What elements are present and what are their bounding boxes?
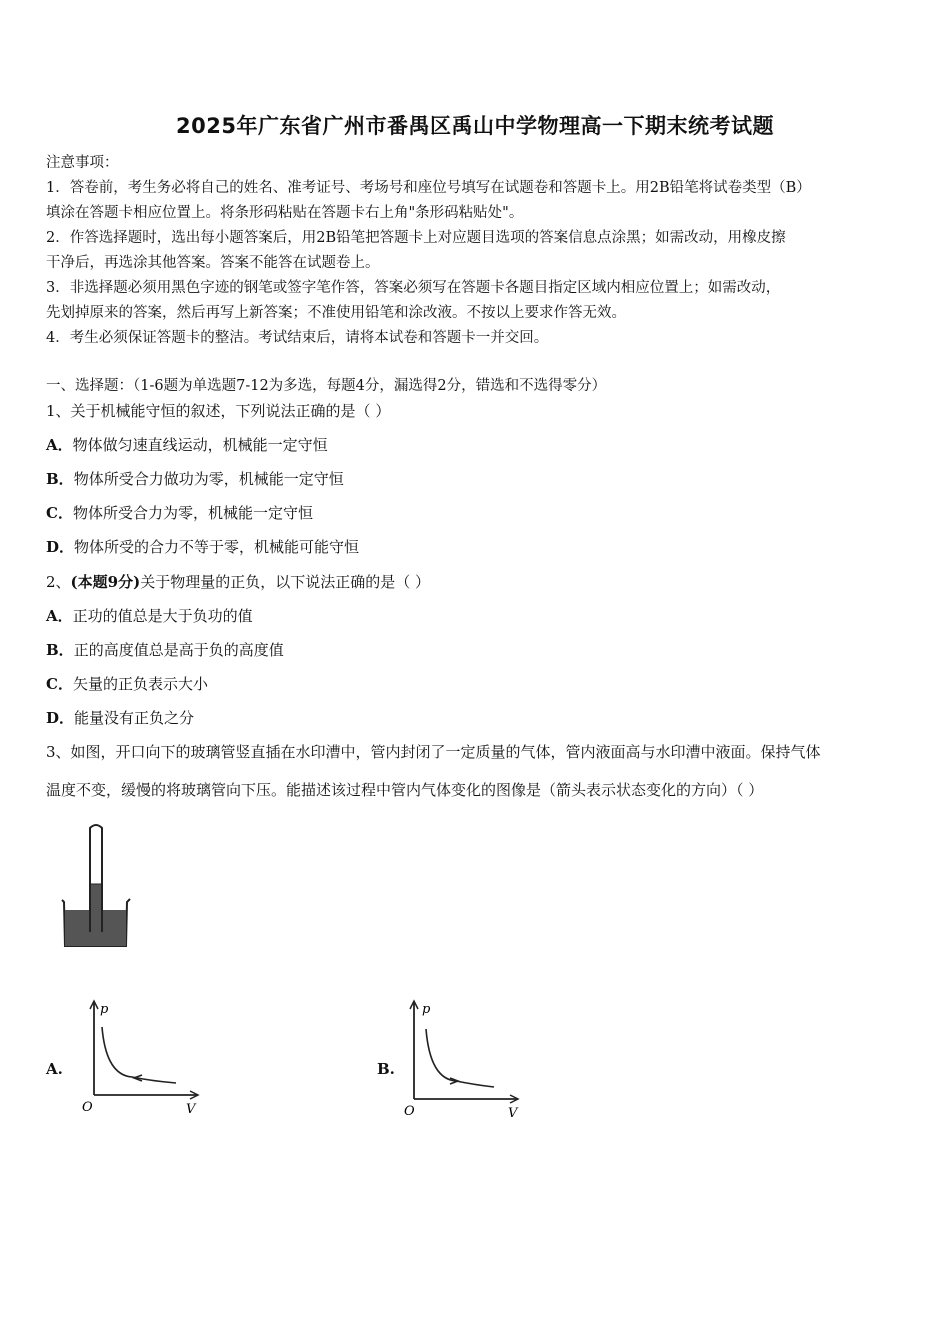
notice-heading: 注意事项： [46, 155, 119, 171]
notice-line: 先划掉原来的答案，然后再写上新答案；不准使用铅笔和涂改液。不按以上要求作答无效。 [46, 305, 626, 321]
y-axis-label: p [422, 1002, 431, 1017]
option-text: 物体做匀速直线运动，机械能一定守恒 [72, 436, 328, 454]
graph-b [400, 995, 525, 1125]
notice-line: 4．考生必须保证答题卡的整洁。考试结束后，请将本试卷和答题卡一并交回。 [46, 330, 549, 346]
q1-option-c [46, 503, 313, 523]
q3-stem-line2: 温度不变，缓慢的将玻璃管向下压。能描述该过程中管内气体变化的图像是（箭头表示状态变化的方向）（ ） [46, 781, 764, 799]
option-label: D． [46, 709, 75, 727]
origin-label: O [404, 1104, 415, 1119]
notice-line: 1．答卷前，考生务必将自己的姓名、准考证号、考场号和座位号填写在试题卷和答题卡上。用2B铅笔将试卷类型（B） [46, 180, 811, 196]
option-label: B． [46, 470, 74, 488]
q1-option-d [46, 537, 359, 557]
x-axis-label: V [508, 1106, 518, 1121]
option-text: 正功的值总是大于负功的值 [72, 607, 253, 625]
option-text: 矢量的正负表示大小 [72, 675, 208, 693]
q2-option-b [46, 640, 284, 660]
tube-trough-figure [58, 822, 138, 952]
option-text: 正的高度值总是高于负的高度值 [73, 641, 284, 659]
option-label: D． [46, 538, 75, 556]
q2-score: (本题9分) [70, 573, 141, 591]
q1-option-a [46, 435, 328, 455]
notice-line: 2．作答选择题时，选出每小题答案后，用2B铅笔把答题卡上对应题目选项的答案信息点涂黑；如需改动，用橡皮擦 [46, 230, 786, 246]
x-axis-label: V [186, 1102, 196, 1117]
option-label: A． [46, 607, 73, 625]
y-axis-label: p [100, 1002, 109, 1017]
q2-option-d [46, 708, 194, 728]
page-title: 2025年广东省广州市番禺区禹山中学物理高一下期末统考试题 [176, 114, 774, 138]
isotherm-curve [426, 1029, 494, 1087]
notice-line: 3．非选择题必须用黑色字迹的钢笔或签字笔作答，答案必须写在答题卡各题目指定区域内相应位置上；如需改动， [46, 280, 781, 296]
option-label: A． [46, 436, 73, 454]
q2-text: 关于物理量的正负，以下说法正确的是（ ） [140, 573, 430, 591]
graph-a-label: A. [46, 1060, 63, 1078]
option-text: 物体所受合力做功为零，机械能一定守恒 [73, 470, 344, 488]
option-label: B． [46, 641, 74, 659]
isotherm-curve [102, 1027, 176, 1083]
q2-option-c [46, 674, 208, 694]
option-label: C． [46, 504, 73, 522]
option-label: C． [46, 675, 73, 693]
option-text: 物体所受合力为零，机械能一定守恒 [72, 504, 313, 522]
notice-line: 干净后，再选涂其他答案。答案不能答在试题卷上。 [46, 255, 380, 271]
q2-option-a [46, 606, 253, 626]
q2-number: 2、 [46, 573, 71, 591]
q1-stem: 1、关于机械能守恒的叙述，下列说法正确的是（ ） [46, 402, 391, 420]
q3-stem-line1: 3、如图，开口向下的玻璃管竖直插在水印漕中，管内封闭了一定质量的气体，管内液面高与水印漕中液面。保持气体 [46, 743, 821, 761]
option-text: 物体所受的合力不等于零，机械能可能守恒 [74, 538, 360, 556]
graph-b-label: B. [377, 1060, 395, 1078]
q2-stem [46, 572, 430, 592]
q1-option-b [46, 469, 344, 489]
notice-line: 填涂在答题卡相应位置上。将条形码粘贴在答题卡右上角"条形码粘贴处"。 [46, 205, 524, 221]
option-text: 能量没有正负之分 [74, 709, 195, 727]
tube-liquid [91, 884, 101, 934]
origin-label: O [82, 1100, 93, 1115]
section-heading: 一、选择题：（1-6题为单选题7-12为多选，每题4分，漏选得2分，错选和不选得零分） [46, 378, 607, 394]
graph-a [80, 995, 205, 1125]
